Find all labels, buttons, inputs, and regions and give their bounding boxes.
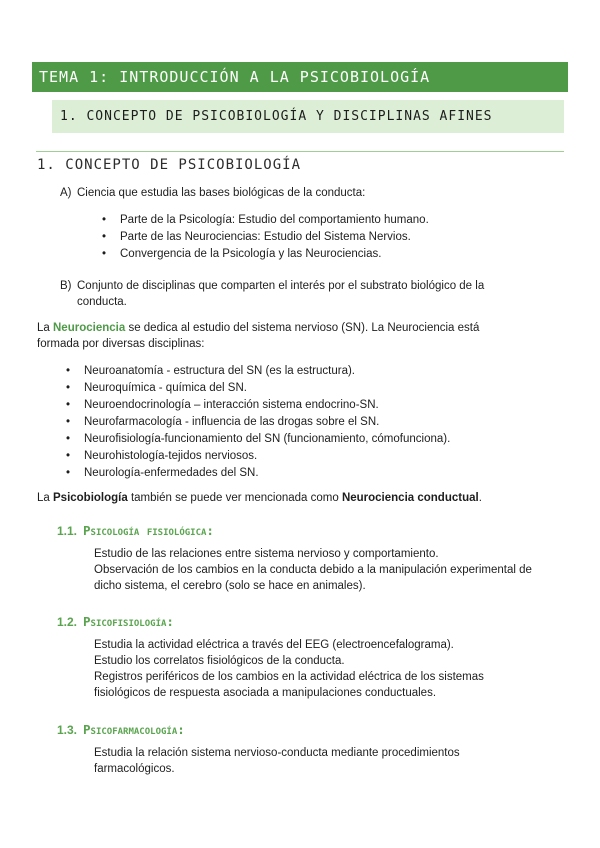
neurociencia-term: Neurociencia <box>53 322 126 334</box>
point-b-label: B) <box>60 280 72 292</box>
subsection-1-1-line: Observación de los cambios en la conducta debido a la manipulación experimental de <box>94 564 532 576</box>
list-item: • Neuroquímica - química del SN. <box>84 380 247 396</box>
document-title: TEMA 1: INTRODUCCIÓN A LA PSICOBIOLOGÍA <box>39 68 431 86</box>
subsection-heading-1-2 <box>57 614 174 629</box>
list-item: • Parte de la Psicología: Estudio del comportamiento humano. <box>120 212 429 228</box>
section-divider <box>36 151 564 152</box>
subsection-heading-1-1 <box>57 523 214 538</box>
section-heading: 1. CONCEPTO DE PSICOBIOLOGÍA <box>37 157 302 173</box>
list-item: • Neurología-enfermedades del SN. <box>84 465 259 481</box>
subsection-heading-1-3 <box>57 722 185 737</box>
subsection-1-1-line: Estudio de las relaciones entre sistema nervioso y comportamiento. <box>94 548 439 560</box>
document-title-bar <box>32 62 568 92</box>
subsection-1-2-line: Registros periféricos de los cambios en la actividad eléctrica de los sistemas <box>94 671 484 683</box>
subsection-number: 1.1. <box>57 524 78 538</box>
neuro-prefix: La <box>37 322 50 334</box>
subsection-1-2-line: fisiológicos de respuesta asociada a manipulaciones conductuales. <box>94 687 437 699</box>
psico-end: . <box>478 492 482 504</box>
subsection-1-3-line: Estudia la relación sistema nervioso-conducta mediante procedimientos <box>94 747 460 759</box>
subsection-1-1-line: dicho sistema, el cerebro (solo se hace en animales). <box>94 580 366 592</box>
list-item: • Parte de las Neurociencias: Estudio del Sistema Nervios. <box>120 229 411 245</box>
point-b-line-1: Conjunto de disciplinas que comparten el interés por el substrato biológico de la <box>77 280 485 292</box>
list-item: • Neurohistología-tejidos nerviosos. <box>84 448 257 464</box>
list-item: • Neurofisiología-funcionamiento del SN (funcionamiento, cómofunciona). <box>84 431 450 447</box>
psico-paragraph <box>37 490 482 506</box>
point-a-label: A) <box>60 187 72 199</box>
psico-prefix: La <box>37 492 50 504</box>
section-banner <box>52 100 564 133</box>
point-a-text: Ciencia que estudia las bases biológicas de la conducta: <box>77 187 366 199</box>
subsection-1-2-line: Estudia la actividad eléctrica a través del EEG (electroencefalograma). <box>94 639 454 651</box>
subsection-1-3-line: farmacológicos. <box>94 763 175 775</box>
subsection-number: 1.3. <box>57 723 78 737</box>
subsection-number: 1.2. <box>57 615 78 629</box>
list-item: • Neuroendocrinología – interacción sistema endocrino-SN. <box>84 397 379 413</box>
list-item: • Neuroanatomía - estructura del SN (es la estructura). <box>84 363 355 379</box>
neuro-paragraph-line-2: formada por diversas disciplinas: <box>37 338 205 350</box>
neuro-rest: se dedica al estudio del sistema nervioso (SN). La Neurociencia está <box>128 322 480 334</box>
subsection-1-2-line: Estudio los correlatos fisiológicos de la conducta. <box>94 655 345 667</box>
psicobiologia-term: Psicobiología <box>53 492 128 504</box>
point-b-line-2: conducta. <box>77 296 127 308</box>
subsection-title: Psicofarmacología: <box>83 722 185 737</box>
psico-middle: también se puede ver mencionada como <box>130 492 339 504</box>
section-banner-text: 1. CONCEPTO DE PSICOBIOLOGÍA Y DISCIPLINAS AFINES <box>60 109 493 124</box>
neuro-paragraph-line-1 <box>37 320 479 336</box>
subsection-title: Psicología fisiológica: <box>83 523 214 538</box>
subsection-title: Psicofisiología: <box>83 614 174 629</box>
neurociencia-conductual-term: Neurociencia conductual <box>341 492 479 504</box>
list-item: • Neurofarmacología - influencia de las drogas sobre el SN. <box>84 414 379 430</box>
list-item: • Convergencia de la Psicología y las Neurociencias. <box>120 246 381 262</box>
